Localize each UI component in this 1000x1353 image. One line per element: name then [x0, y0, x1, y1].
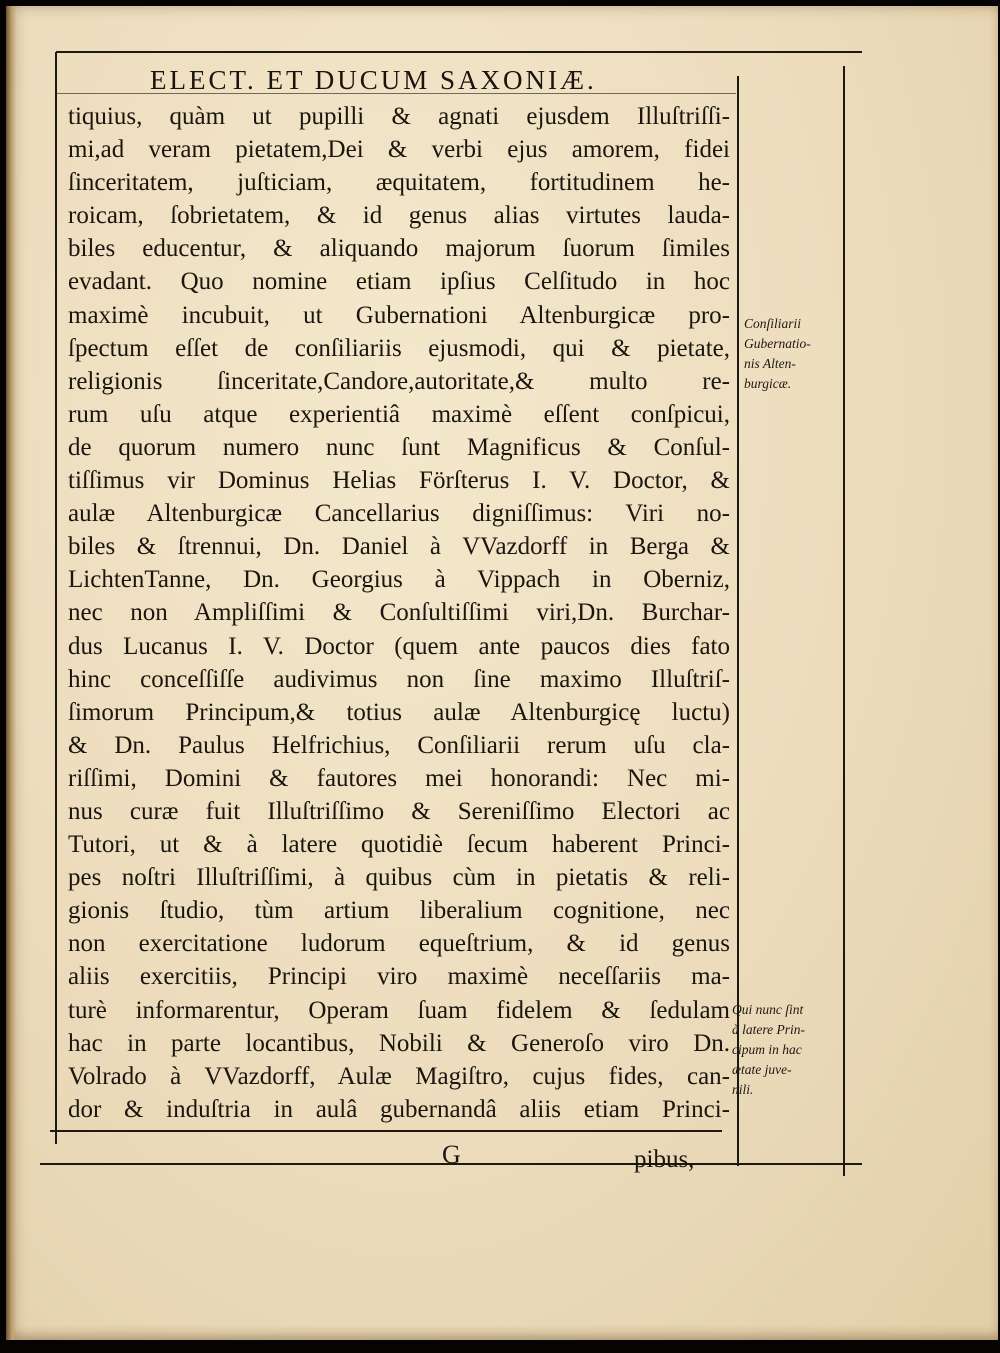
marginal-note-line: Conſiliarii: [744, 316, 802, 331]
marginal-note-line: burgicæ.: [744, 376, 792, 391]
text-line: LichtenTanne, Dn. Georgius à Vippach in Oberniz,: [68, 566, 730, 594]
left-frame-rule: [55, 52, 57, 1144]
marginal-note-line: ætate juve-: [732, 1062, 792, 1077]
text-line: religionis ſinceritate,Candore,autoritate,& multo re-: [68, 367, 730, 395]
page-gutter-shadow: [6, 6, 16, 1340]
margin-column-right-rule: [843, 66, 845, 1176]
marginal-note-line: Gubernatio-: [744, 336, 811, 351]
text-line: Volrado à VVazdorff, Aulæ Magiſtro, cujus fides, can-: [68, 1062, 730, 1090]
text-line: gionis ſtudio, tùm artium liberalium cognitione, nec: [68, 897, 730, 925]
marginal-note-line: Qui nunc ſint: [732, 1002, 804, 1017]
text-line: ſimorum Principum,& totius aulæ Altenburgicę luctu): [68, 698, 730, 726]
text-line: hinc conceſſiſſe audivimus non ſine maximo Illuſtriſ-: [68, 665, 730, 693]
text-line: mi,ad veram pietatem,Dei & verbi ejus amorem, fidei: [68, 136, 730, 164]
bottom-text-rule: [50, 1130, 722, 1132]
marginal-note-line: nis Alten-: [744, 356, 796, 371]
text-line: tiquius, quàm ut pupilli & agnati ejusdem Illuſtriſſi-: [68, 103, 730, 130]
top-rule: [56, 51, 862, 53]
text-line: biles educentur, & aliquando majorum ſuorum ſimiles: [68, 235, 730, 263]
marginal-note-line: nili.: [732, 1082, 754, 1097]
text-line: dor & induſtria in aulâ gubernandâ aliis etiam Princi-: [68, 1095, 730, 1123]
marginal-note-councillors: [744, 314, 844, 394]
marginal-note-line: à latere Prin-: [732, 1022, 805, 1037]
text-line: dus Lucanus I. V. Doctor (quem ante paucos dies fato: [68, 632, 730, 660]
marginal-note-line: cipum in hac: [732, 1042, 802, 1057]
text-line: ſpectum eſſet de conſiliariis ejusmodi, qui & pietate,: [68, 334, 730, 362]
text-line: ſinceritatem, juſticiam, æquitatem, fortitudinem he-: [68, 169, 730, 197]
text-line: aulæ Altenburgicæ Cancellarius digniſſimus: Viri no-: [68, 500, 730, 528]
text-line: nus curæ fuit Illuſtriſſimo & Sereniſſimo Electori ac: [68, 797, 730, 825]
text-line: rum uſu atque experientiâ maximè eſſent conſpicui,: [68, 400, 730, 428]
text-line: riſſimi, Domini & fautores mei honorandi: Nec mi-: [68, 764, 730, 792]
text-line: hac in parte locantibus, Nobili & Generoſo viro Dn.: [68, 1029, 730, 1057]
text-line: roicam, ſobrietatem, & id genus alias virtutes lauda-: [68, 202, 730, 230]
text-line: pes noſtri Illuſtriſſimi, à quibus cùm in pietatis & reli-: [68, 864, 730, 892]
text-line: non exercitatione ludorum equeſtrium, & id genus: [68, 930, 730, 958]
text-line: turè informarentur, Operam ſuam fidelem & ſedulam: [68, 996, 730, 1024]
book-page: [6, 6, 998, 1340]
text-line: Tutori, ut & à latere quotidiè ſecum haberent Princi-: [68, 831, 730, 859]
catchword: pibus,: [634, 1146, 695, 1173]
signature-mark: G: [442, 1140, 461, 1169]
marginal-note-attendants: [732, 1000, 832, 1100]
body-text: [68, 100, 730, 1126]
text-line: de quorum numero nunc ſunt Magnificus & Conſul-: [68, 433, 730, 461]
text-line: maximè incubuit, ut Gubernationi Altenburgicæ pro-: [68, 301, 730, 329]
text-line: aliis exercitiis, Principi viro maximè neceſſariis ma-: [68, 963, 730, 991]
text-line: biles & ſtrennui, Dn. Daniel à VVazdorff in Berga &: [68, 533, 730, 561]
text-line: tiſſimus vir Dominus Helias Förſterus I. V. Doctor, &: [68, 467, 730, 495]
running-head: ELECT. ET DUCUM SAXONIÆ.: [150, 65, 597, 95]
text-line: nec non Ampliſſimi & Conſultiſſimi viri,Dn. Burchar-: [68, 599, 730, 627]
text-line: & Dn. Paulus Helfrichius, Conſiliarii rerum uſu cla-: [68, 731, 730, 759]
text-line: evadant. Quo nomine etiam ipſius Celſitudo in hoc: [68, 268, 730, 296]
